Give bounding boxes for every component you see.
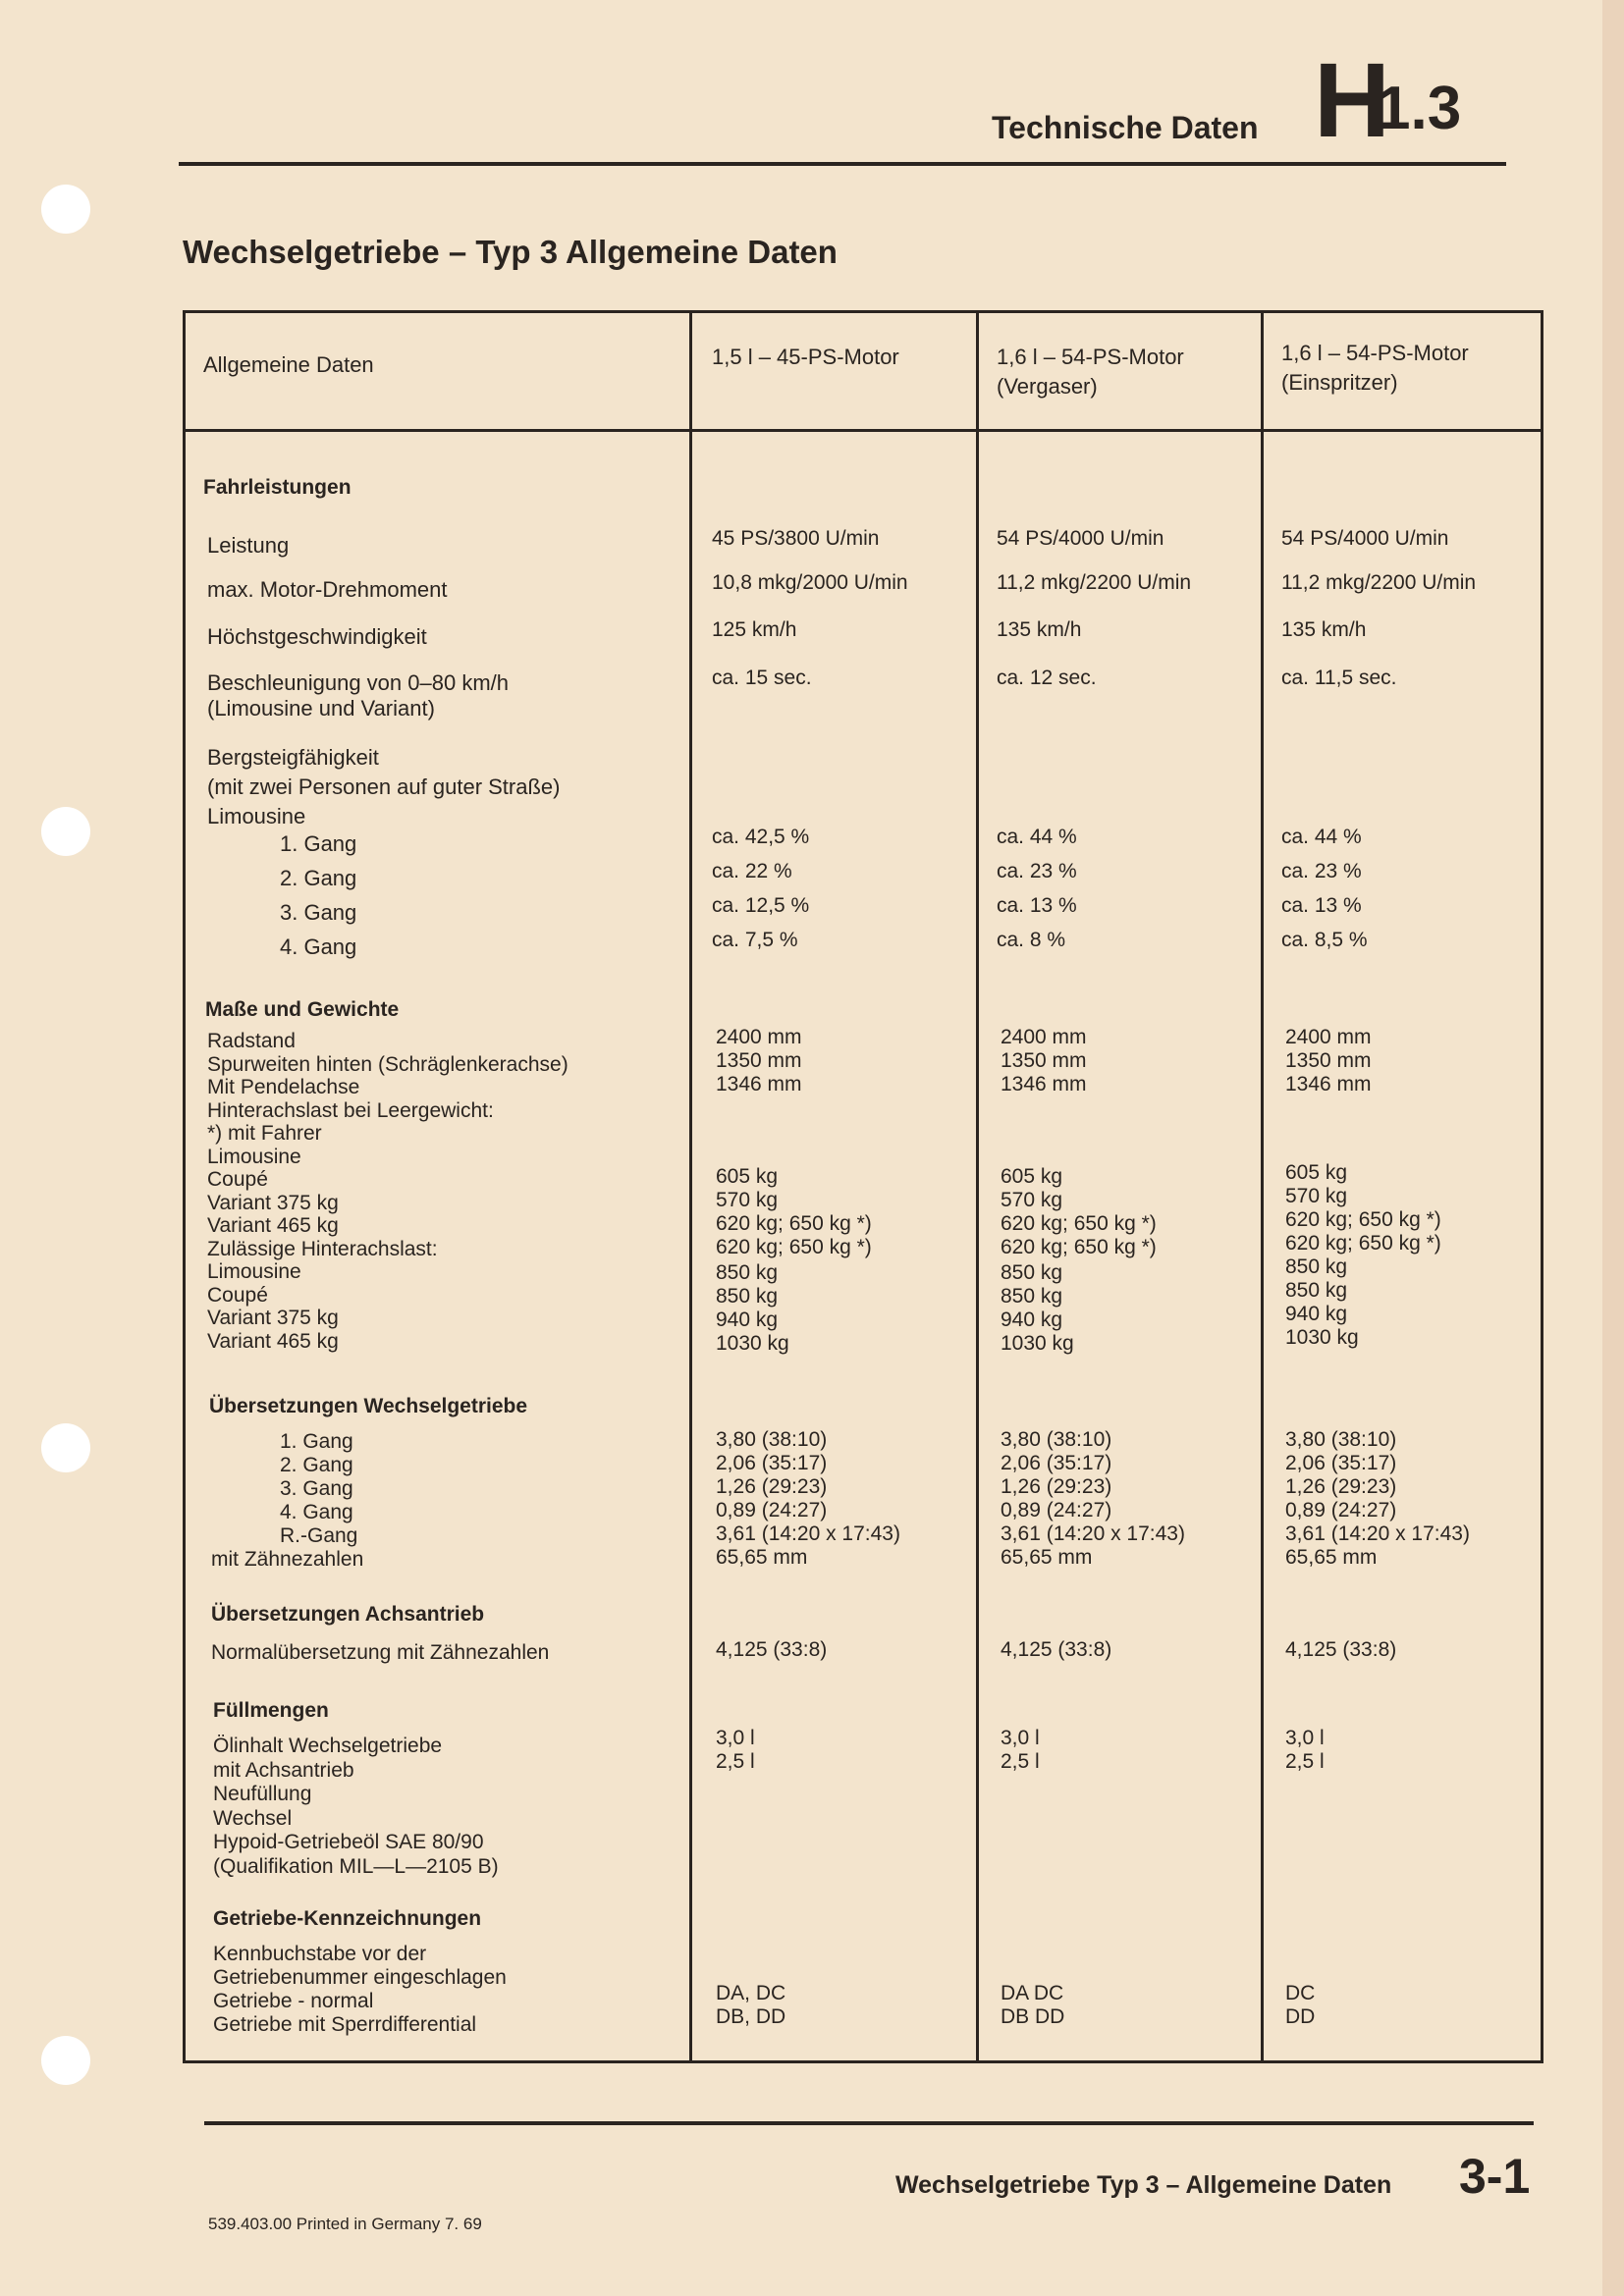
cell-value: ca. 12 sec. [997, 667, 1097, 689]
row-label-line: Höchstgeschwindigkeit [207, 624, 427, 649]
value-line: 620 kg; 650 kg *) [716, 1236, 872, 1258]
section-title: Füllmengen [213, 1699, 329, 1722]
cell-value: 11,2 mkg/2200 U/min [1281, 571, 1477, 594]
value-line: 1346 mm [1285, 1073, 1372, 1095]
row-label-line: Limousine [207, 804, 306, 828]
value-group [1285, 1026, 1372, 1096]
header-rule [179, 162, 1506, 166]
value-group [1001, 1261, 1074, 1356]
cell-value: 54 PS/4000 U/min [1281, 527, 1449, 550]
value-line: DB DD [1001, 2005, 1065, 2028]
header-title: Technische Daten [992, 110, 1259, 145]
value-line: DA, DC [716, 1982, 786, 2004]
value-line: 850 kg [1001, 1261, 1063, 1284]
value-line: 1350 mm [716, 1049, 802, 1072]
punch-hole [41, 807, 90, 856]
value-line: Kennbuchstabe vor der [213, 1943, 427, 1965]
value-line: Variant 465 kg [207, 1329, 339, 1353]
value-line: 0,89 (24:27) [716, 1499, 828, 1522]
row-label [207, 531, 289, 561]
cell-value: ca. 44 % [1281, 826, 1362, 848]
value-line: 850 kg [716, 1261, 779, 1284]
value-line: Limousine [207, 1145, 301, 1168]
value-line: Ölinhalt Wechselgetriebe [213, 1735, 443, 1757]
value-group [1285, 1982, 1315, 2029]
value-line: *) mit Fahrer [207, 1122, 322, 1145]
value-line: 940 kg [1285, 1303, 1348, 1325]
value-group [716, 1982, 785, 2029]
section-labels [213, 1943, 507, 2037]
value-line: 1350 mm [1001, 1049, 1087, 1072]
section-letter: H [1314, 40, 1390, 159]
value-line: 4,125 (33:8) [1001, 1638, 1112, 1661]
value-line: 1350 mm [1285, 1049, 1372, 1072]
value-line: 4,125 (33:8) [716, 1638, 828, 1661]
value-line: 0,89 (24:27) [1285, 1499, 1397, 1522]
value-line: 605 kg [1285, 1161, 1348, 1184]
value-group [716, 1638, 827, 1662]
value-line: 1,26 (29:23) [1285, 1475, 1397, 1498]
value-group [716, 1026, 802, 1096]
value-line: 1030 kg [716, 1332, 789, 1355]
value-line: DA DC [1001, 1982, 1064, 2004]
section-number: 1.3 [1377, 75, 1462, 142]
section-title: Fahrleistungen [203, 476, 352, 499]
row-label-line: (mit zwei Personen auf guter Straße) [207, 774, 561, 799]
value-group [1285, 1727, 1325, 1774]
value-line: Normalübersetzung mit Zähnezahlen [211, 1641, 550, 1664]
column-divider [1261, 313, 1264, 2060]
value-line: 850 kg [1001, 1285, 1063, 1308]
cell-value: 125 km/h [712, 618, 797, 641]
value-group [1285, 1255, 1359, 1350]
cell-value: ca. 8,5 % [1281, 929, 1368, 951]
value-line: 2,5 l [1285, 1750, 1325, 1773]
value-line: 4. Gang [280, 1501, 353, 1523]
value-group [716, 1261, 789, 1356]
value-line: 3,61 (14:20 x 17:43) [1285, 1522, 1470, 1545]
page-number: 3-1 [1459, 2149, 1531, 2204]
row-label-line: Bergsteigfähigkeit [207, 745, 379, 770]
value-line: 2. Gang [280, 1454, 353, 1476]
value-line: DB, DD [716, 2005, 786, 2028]
cell-value: ca. 7,5 % [712, 929, 798, 951]
cell-value: ca. 23 % [1281, 860, 1362, 882]
punch-hole [41, 2036, 90, 2085]
row-label-line: 4. Gang [280, 934, 357, 959]
section-labels [213, 1735, 499, 1879]
cell-value: ca. 15 sec. [712, 667, 812, 689]
row-label-line: 1. Gang [280, 831, 357, 856]
value-line: 3,80 (38:10) [1285, 1428, 1397, 1451]
value-line: 1,26 (29:23) [1001, 1475, 1112, 1498]
punch-hole [41, 1423, 90, 1472]
value-line: 3,0 l [716, 1727, 755, 1749]
cell-value: ca. 12,5 % [712, 894, 810, 917]
header-separator [186, 429, 1541, 432]
value-line: R.-Gang [280, 1524, 358, 1547]
value-line: 1030 kg [1001, 1332, 1074, 1355]
cell-value: ca. 42,5 % [712, 826, 810, 848]
value-line: 605 kg [1001, 1165, 1063, 1188]
value-line: 620 kg; 650 kg *) [1001, 1236, 1157, 1258]
value-line: 570 kg [1285, 1185, 1348, 1207]
value-line: 3,0 l [1001, 1727, 1040, 1749]
cell-value: ca. 11,5 sec. [1281, 667, 1397, 689]
value-group [1001, 1428, 1185, 1570]
value-line: Mit Pendelachse [207, 1076, 360, 1098]
cell-value: 45 PS/3800 U/min [712, 527, 880, 550]
value-line: 2,5 l [716, 1750, 755, 1773]
row-label [207, 670, 509, 721]
cell-value: 135 km/h [1281, 618, 1367, 641]
row-label [280, 864, 356, 893]
value-line: 2400 mm [1001, 1026, 1087, 1048]
value-line: Getriebe mit Sperrdifferential [213, 2013, 477, 2036]
value-line: 3,0 l [1285, 1727, 1325, 1749]
cell-value: 54 PS/4000 U/min [997, 527, 1164, 550]
cell-value: ca. 13 % [1281, 894, 1362, 917]
value-line: 3,80 (38:10) [716, 1428, 828, 1451]
footer-title: Wechselgetriebe Typ 3 – Allgemeine Daten [895, 2171, 1392, 2199]
value-line: Hinterachslast bei Leergewicht: [207, 1098, 494, 1122]
value-group [1001, 1638, 1111, 1662]
value-line: Coupé [207, 1283, 268, 1307]
value-group [716, 1727, 755, 1774]
value-line: 65,65 mm [1285, 1546, 1378, 1569]
cell-value: 10,8 mkg/2000 U/min [712, 571, 908, 594]
value-group [1285, 1428, 1470, 1570]
value-line: Variant 465 kg [207, 1214, 339, 1237]
value-line: Radstand [207, 1030, 296, 1052]
value-line: mit Achsantrieb [213, 1758, 354, 1782]
value-line: 2,06 (35:17) [716, 1452, 828, 1474]
document-title: Wechselgetriebe – Typ 3 Allgemeine Daten [183, 234, 838, 270]
value-line: Spurweiten hinten (Schräglenkerachse) [207, 1052, 568, 1076]
value-group [1001, 1727, 1040, 1774]
value-line: 850 kg [716, 1285, 779, 1308]
value-line: (Qualifikation MIL—L—2105 B) [213, 1854, 499, 1878]
value-line: 65,65 mm [716, 1546, 808, 1569]
value-line: 0,89 (24:27) [1001, 1499, 1112, 1522]
value-line: 605 kg [716, 1165, 779, 1188]
value-line: 850 kg [1285, 1255, 1348, 1278]
value-line: DC [1285, 1982, 1316, 2004]
row-label [207, 743, 560, 831]
value-line: 1346 mm [716, 1073, 802, 1095]
column-header-label: Allgemeine Daten [203, 352, 374, 377]
section-labels [207, 1030, 568, 1353]
value-line: 1346 mm [1001, 1073, 1087, 1095]
page-edge [1602, 0, 1624, 2296]
section-title: Übersetzungen Wechselgetriebe [209, 1395, 528, 1417]
value-line: 940 kg [1001, 1308, 1063, 1331]
row-label [207, 622, 427, 652]
value-group [1001, 1982, 1064, 2029]
value-line: 620 kg; 650 kg *) [1285, 1208, 1441, 1231]
punch-hole [41, 185, 90, 234]
data-table [183, 310, 1543, 2063]
cell-value: ca. 44 % [997, 826, 1077, 848]
section-title: Getriebe-Kennzeichnungen [213, 1907, 482, 1930]
value-line: Variant 375 kg [207, 1191, 339, 1214]
cell-value: ca. 8 % [997, 929, 1066, 951]
cell-value: ca. 13 % [997, 894, 1077, 917]
value-line: 2,06 (35:17) [1285, 1452, 1397, 1474]
value-group [1001, 1026, 1087, 1096]
value-group [1285, 1638, 1396, 1662]
value-group [716, 1165, 872, 1259]
cell-value: 135 km/h [997, 618, 1082, 641]
column-header-1: 1,5 l – 45-PS-Motor [712, 345, 899, 369]
value-line: 3,61 (14:20 x 17:43) [716, 1522, 900, 1545]
value-line: 570 kg [716, 1189, 779, 1211]
value-line: 3,61 (14:20 x 17:43) [1001, 1522, 1185, 1545]
value-line: 1. Gang [280, 1430, 353, 1453]
value-line: 620 kg; 650 kg *) [1001, 1212, 1157, 1235]
value-line: 65,65 mm [1001, 1546, 1093, 1569]
cell-value: ca. 23 % [997, 860, 1077, 882]
row-label-line: 3. Gang [280, 900, 357, 925]
value-group [1001, 1165, 1157, 1259]
column-header-3: 1,6 l – 54-PS-Motor (Einspritzer) [1281, 341, 1469, 395]
value-line: Wechsel [213, 1806, 293, 1830]
value-line: 3,80 (38:10) [1001, 1428, 1112, 1451]
value-line: 1,26 (29:23) [716, 1475, 828, 1498]
value-line: 3. Gang [280, 1477, 353, 1500]
value-line: 4,125 (33:8) [1285, 1638, 1397, 1661]
value-line: DD [1285, 2005, 1316, 2028]
value-line: 570 kg [1001, 1189, 1063, 1211]
value-line: 2400 mm [716, 1026, 802, 1048]
value-line: Neufüllung [213, 1783, 312, 1805]
row-label [280, 898, 356, 928]
row-label [207, 575, 448, 605]
column-header-2: 1,6 l – 54-PS-Motor (Vergaser) [997, 345, 1184, 399]
value-line: 620 kg; 650 kg *) [1285, 1232, 1441, 1255]
footer-rule [204, 2121, 1534, 2125]
value-line: Variant 375 kg [207, 1307, 339, 1329]
column-divider [689, 313, 692, 2060]
row-label [280, 933, 356, 962]
section-title: Übersetzungen Achsantrieb [211, 1603, 485, 1626]
print-info: 539.403.00 Printed in Germany 7. 69 [208, 2215, 482, 2233]
value-line: 850 kg [1285, 1279, 1348, 1302]
value-group [716, 1428, 900, 1570]
value-line: Limousine [207, 1260, 301, 1283]
cell-value: ca. 22 % [712, 860, 792, 882]
value-line: 940 kg [716, 1308, 779, 1331]
value-line: Zulässige Hinterachslast: [207, 1237, 438, 1260]
value-group [1285, 1161, 1441, 1255]
section-title: Maße und Gewichte [205, 998, 400, 1021]
cell-value: 11,2 mkg/2200 U/min [997, 571, 1192, 594]
section-labels [211, 1640, 549, 1666]
value-line: 2,5 l [1001, 1750, 1040, 1773]
row-label-line: Leistung [207, 533, 290, 558]
value-line: 1030 kg [1285, 1326, 1359, 1349]
value-line: 2,06 (35:17) [1001, 1452, 1112, 1474]
section-labels [211, 1430, 363, 1572]
value-line: 620 kg; 650 kg *) [716, 1212, 872, 1235]
value-line: 2400 mm [1285, 1026, 1372, 1048]
value-line: Coupé [207, 1168, 268, 1191]
value-line: Getriebe - normal [213, 1990, 374, 2012]
row-label-line: (Limousine und Variant) [207, 696, 435, 721]
row-label-line: max. Motor-Drehmoment [207, 577, 448, 602]
value-line: Hypoid-Getriebeöl SAE 80/90 [213, 1831, 484, 1853]
value-line: mit Zähnezahlen [211, 1548, 364, 1571]
row-label-line: Beschleunigung von 0–80 km/h [207, 670, 509, 695]
row-label [280, 829, 356, 859]
row-label-line: 2. Gang [280, 866, 357, 890]
column-divider [976, 313, 979, 2060]
value-line: Getriebenummer eingeschlagen [213, 1966, 507, 1989]
